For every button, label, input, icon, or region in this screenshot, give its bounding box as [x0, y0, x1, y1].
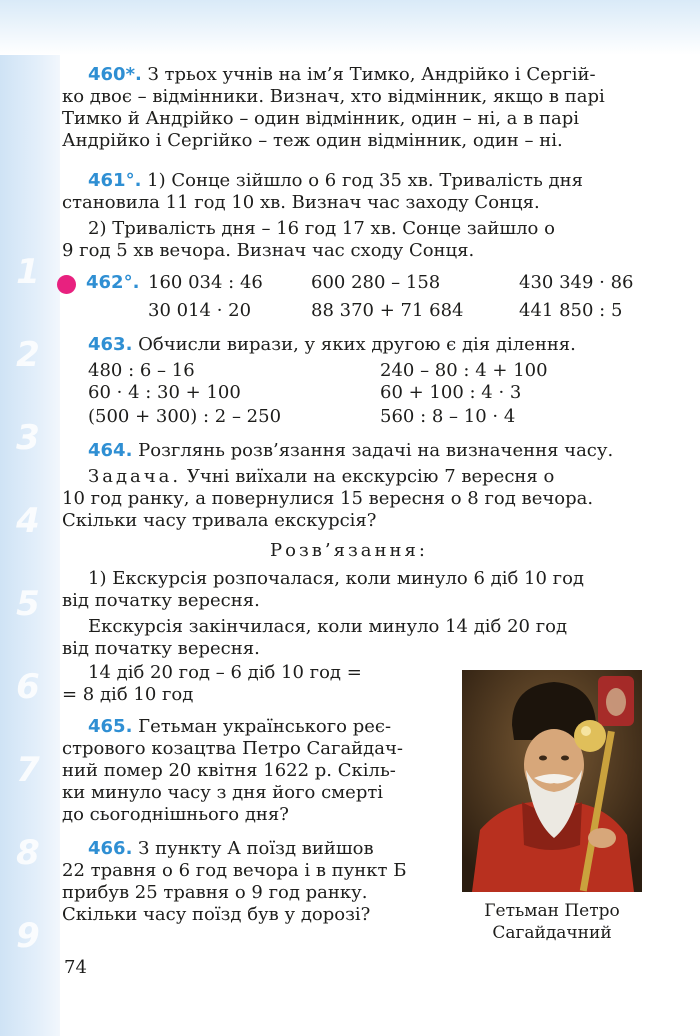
solution-line: Екскурсія закінчилася, коли минуло 14 діб 20 год [88, 616, 568, 637]
exercise-number: 460*. [88, 64, 142, 85]
margin-digit: 9 [16, 916, 40, 956]
expression: 240 – 80 : 4 + 100 [380, 360, 548, 381]
task-label: Задача. [88, 466, 182, 487]
exercise-465-line: стрового козацтва Петро Сагайдач- [62, 738, 403, 759]
portrait-illustration [462, 670, 642, 892]
exercise-number: 462°. [86, 272, 140, 293]
expression: 480 : 6 – 16 [88, 360, 195, 381]
exercise-466-line: прибув 25 травня о 9 год ранку. [62, 882, 368, 903]
exercise-465-line: ки минуло часу з дня його смерті [62, 782, 384, 803]
exercise-number: 465. [88, 716, 133, 737]
portrait-caption [462, 900, 642, 944]
solution-line: від початку вересня. [62, 590, 260, 611]
expression: 160 034 : 46 [148, 272, 263, 293]
exercise-number: 463. [88, 334, 133, 355]
margin-digit: 7 [16, 750, 40, 790]
expression: 430 349 · 86 [519, 272, 634, 293]
margin-digit: 5 [16, 584, 40, 624]
page-number: 74 [64, 957, 87, 978]
page-margin-band [0, 0, 60, 1036]
exercise-465-line: до сьогоднішнього дня? [62, 804, 289, 825]
solution-line: від початку вересня. [62, 638, 260, 659]
solution-line: = 8 діб 10 год [62, 684, 194, 705]
margin-digit: 6 [16, 667, 40, 707]
expression: 60 · 4 : 30 + 100 [88, 382, 241, 403]
margin-digit: 4 [16, 501, 40, 541]
task-line: Задача. Учні виїхали на екскурсію 7 вересня о [88, 466, 555, 487]
expression: 30 014 · 20 [148, 300, 252, 321]
exercise-466-line: 22 травня о 6 год вечора і в пункт Б [62, 860, 407, 881]
margin-digit: 8 [16, 833, 40, 873]
exercise-number: 466. [88, 838, 133, 859]
solution-heading: Розв’язання: [270, 540, 428, 561]
exercise-number: 461°. [88, 170, 142, 191]
task-line: Скільки часу тривала екскурсія? [62, 510, 377, 531]
margin-digit: 1 [16, 252, 40, 292]
expression: 441 850 : 5 [519, 300, 623, 321]
expression: 88 370 + 71 684 [311, 300, 464, 321]
exercise-465-line: ний помер 20 квітня 1622 р. Скіль- [62, 760, 396, 781]
exercise-460-line: 460*. З трьох учнів на ім’я Тимко, Андрійко і Сергій- [88, 64, 596, 85]
caption-line: Сагайдачний [492, 923, 612, 943]
task-line: 10 год ранку, а повернулися 15 вересня о 8 год вечора. [62, 488, 594, 509]
expression: 600 280 – 158 [311, 272, 441, 293]
caption-line: Гетьман Петро [484, 901, 620, 921]
exercise-460-line: Андрійко і Сергійко – теж один відмінник, один – ні. [62, 130, 563, 151]
solution-line: 1) Екскурсія розпочалася, коли минуло 6 діб 10 год [88, 568, 585, 589]
exercise-461-line: 461°. 1) Сонце зійшло о 6 год 35 хв. Тривалість дня [88, 170, 583, 191]
exercise-466-line: Скільки часу поїзд був у дорозі? [62, 904, 371, 925]
exercise-number: 464. [88, 440, 133, 461]
exercise-461-line: 9 год 5 хв вечора. Визнач час сходу Сонця. [62, 240, 475, 261]
margin-digit: 3 [16, 418, 40, 458]
exercise-463-title: 463. Обчисли вирази, у яких другою є дія ділення. [88, 334, 576, 355]
exercise-461-line: становила 11 год 10 хв. Визнач час заходу Сонця. [62, 192, 540, 213]
exercise-460-line: ко двоє – відмінники. Визнач, хто відмінник, якщо в парі [62, 86, 605, 107]
exercise-466-line: 466. З пункту А поїзд вийшов [88, 838, 374, 859]
difficulty-marker-dot [57, 275, 76, 294]
solution-line: 14 діб 20 год – 6 діб 10 год = [88, 662, 362, 683]
hetman-portrait [462, 670, 642, 892]
expression: 560 : 8 – 10 · 4 [380, 406, 516, 427]
expression: 60 + 100 : 4 · 3 [380, 382, 522, 403]
exercise-465-line: 465. Гетьман українського реє- [88, 716, 392, 737]
exercise-464-title: 464. Розглянь розв’язання задачі на визначення часу. [88, 440, 614, 461]
top-gradient-band [0, 0, 700, 55]
exercise-460-line: Тимко й Андрійко – один відмінник, один – ні, а в парі [62, 108, 579, 129]
expression: (500 + 300) : 2 – 250 [88, 406, 282, 427]
margin-digit: 2 [16, 335, 40, 375]
exercise-461-line: 2) Тривалість дня – 16 год 17 хв. Сонце зайшло о [88, 218, 555, 239]
